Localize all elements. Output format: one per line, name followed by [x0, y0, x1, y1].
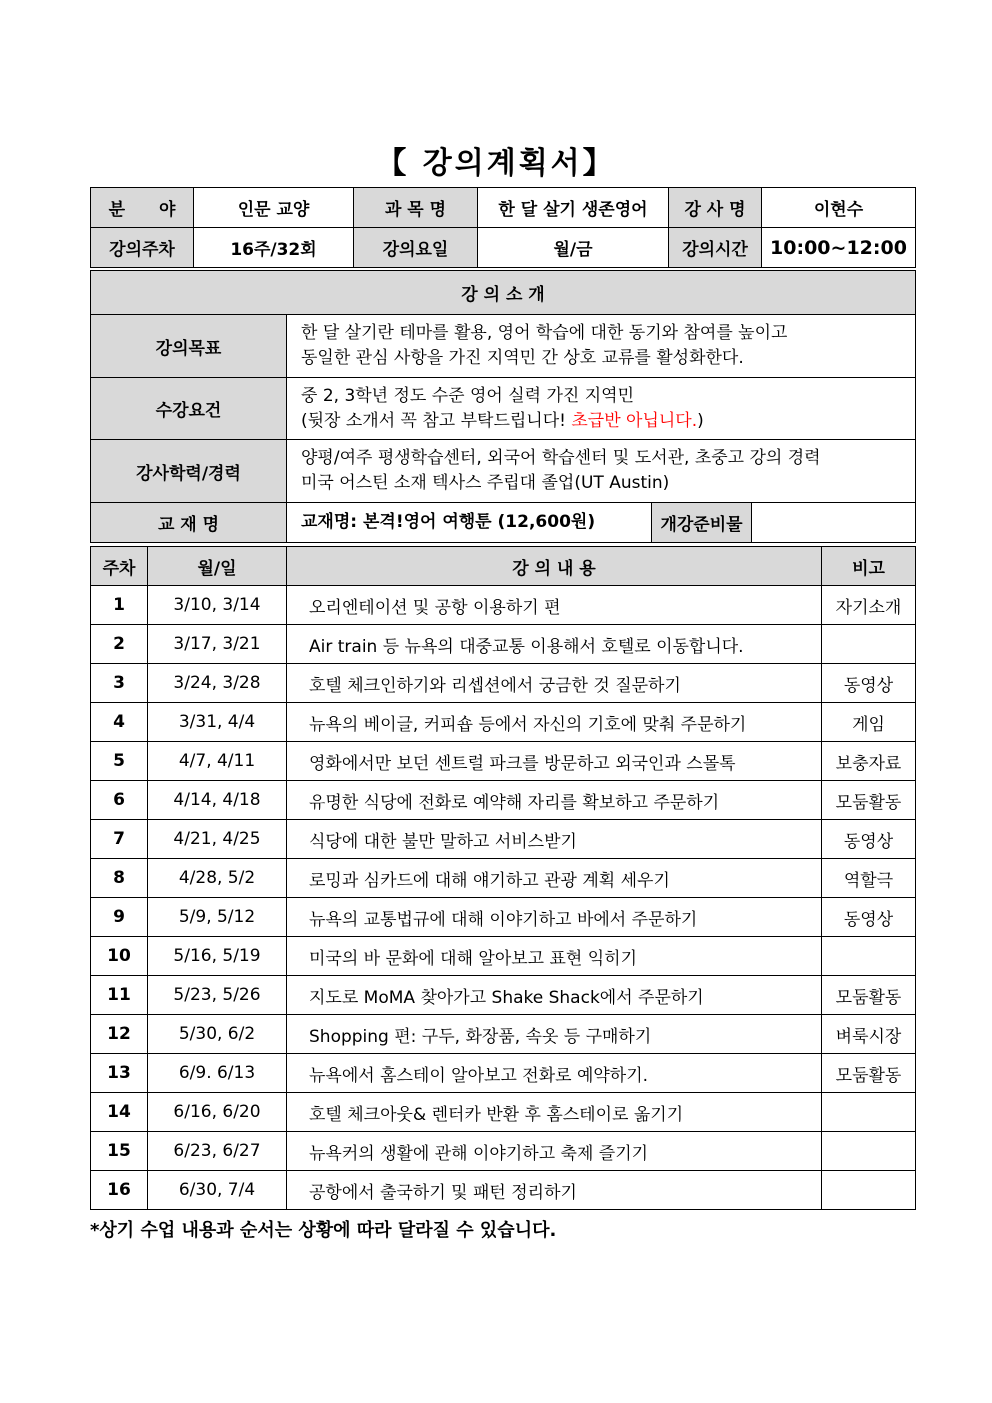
textbook-value: 교재명: 본격!영어 여행툰 (12,600원): [287, 503, 652, 543]
week-cell: 2: [91, 625, 148, 664]
date-header: 월/일: [148, 547, 287, 586]
course-intro-table: [90, 270, 916, 543]
date-cell: 3/31, 4/4: [148, 703, 287, 742]
week-cell: 1: [91, 586, 148, 625]
note-cell: 게임: [822, 703, 916, 742]
content-cell: 오리엔테이션 및 공항 이용하기 편: [287, 586, 822, 625]
content-cell: 로밍과 심카드에 대해 얘기하고 관광 계획 세우기: [287, 859, 822, 898]
requirement-line-1: 중 2, 3학년 정도 수준 영어 실력 가진 지역민: [301, 385, 635, 406]
content-cell: 공항에서 출국하기 및 패턴 정리하기: [287, 1171, 822, 1210]
requirement-label: 수강요건: [91, 378, 287, 440]
date-cell: 3/17, 3/21: [148, 625, 287, 664]
goal-line-2: 동일한 관심 사항을 가진 지역민 간 상호 교류를 활성화한다.: [301, 348, 744, 368]
week-cell: 3: [91, 664, 148, 703]
content-cell: Shopping 편: 구두, 화장품, 속옷 등 구매하기: [287, 1015, 822, 1054]
not-beginner-warning: 초급반 아닙니다.: [571, 410, 698, 431]
week-cell: 8: [91, 859, 148, 898]
textbook-label: 교 재 명: [91, 503, 287, 543]
weeks-value: 16주/32회: [194, 228, 354, 268]
week-header: 주차: [91, 547, 148, 586]
goal-label: 강의목표: [91, 315, 287, 378]
schedule-row: [91, 1132, 916, 1171]
content-cell: 뉴욕커의 생활에 관해 이야기하고 축제 즐기기: [287, 1132, 822, 1171]
week-cell: 14: [91, 1093, 148, 1132]
content-cell: Air train 등 뉴욕의 대중교통 이용해서 호텔로 이동합니다.: [287, 625, 822, 664]
date-cell: 3/10, 3/14: [148, 586, 287, 625]
note-cell: [822, 1132, 916, 1171]
course-info-table: [90, 187, 916, 268]
intro-heading: 강 의 소 개: [91, 271, 916, 315]
requirement-line-2: [301, 409, 915, 434]
note-cell: 자기소개: [822, 586, 916, 625]
schedule-row: [91, 1015, 916, 1054]
week-cell: 13: [91, 1054, 148, 1093]
preparation-label: 개강준비물: [652, 503, 752, 543]
schedule-table: [90, 546, 916, 1210]
content-header: 강 의 내 용: [287, 547, 822, 586]
schedule-row: [91, 703, 916, 742]
days-value: 월/금: [478, 228, 669, 268]
date-cell: 6/23, 6/27: [148, 1132, 287, 1171]
schedule-row: [91, 664, 916, 703]
date-cell: 5/16, 5/19: [148, 937, 287, 976]
date-cell: 4/7, 4/11: [148, 742, 287, 781]
week-cell: 9: [91, 898, 148, 937]
content-cell: 유명한 식당에 전화로 예약해 자리를 확보하고 주문하기: [287, 781, 822, 820]
content-cell: 영화에서만 보던 센트럴 파크를 방문하고 외국인과 스몰톡: [287, 742, 822, 781]
note-cell: [822, 625, 916, 664]
schedule-body: [91, 586, 916, 1210]
date-cell: 5/23, 5/26: [148, 976, 287, 1015]
schedule-row: [91, 859, 916, 898]
schedule-row: [91, 781, 916, 820]
page-title: 【 강의계획서】: [376, 146, 616, 181]
note-cell: 벼룩시장: [822, 1015, 916, 1054]
instructor-value: 이현수: [762, 188, 916, 228]
content-cell: 식당에 대한 불만 말하고 서비스받기: [287, 820, 822, 859]
instructor-background-line-2: 미국 어스틴 소재 텍사스 주립대 졸업(UT Austin): [301, 473, 670, 493]
schedule-row: [91, 1093, 916, 1132]
content-cell: 뉴욕의 교통법규에 대해 이야기하고 바에서 주문하기: [287, 898, 822, 937]
time-value: 10:00~12:00: [762, 228, 916, 268]
date-cell: 4/14, 4/18: [148, 781, 287, 820]
date-cell: 6/16, 6/20: [148, 1093, 287, 1132]
note-cell: 동영상: [822, 898, 916, 937]
schedule-row: [91, 1054, 916, 1093]
week-cell: 10: [91, 937, 148, 976]
days-label: 강의요일: [354, 228, 478, 268]
schedule-row: [91, 937, 916, 976]
schedule-row: [91, 976, 916, 1015]
date-cell: 6/30, 7/4: [148, 1171, 287, 1210]
week-cell: 15: [91, 1132, 148, 1171]
footnote: *상기 수업 내용과 순서는 상황에 따라 달라질 수 있습니다.: [90, 1220, 557, 1241]
time-label: 강의시간: [669, 228, 762, 268]
date-cell: 5/9, 5/12: [148, 898, 287, 937]
instructor-label: 강 사 명: [669, 188, 762, 228]
week-cell: 16: [91, 1171, 148, 1210]
note-cell: [822, 1171, 916, 1210]
note-cell: [822, 1093, 916, 1132]
instructor-background-text: [287, 440, 916, 503]
requirement-line-2-pre: (뒷장 소개서 꼭 참고 부탁드립니다!: [301, 410, 572, 431]
note-cell: 보충자료: [822, 742, 916, 781]
week-cell: 12: [91, 1015, 148, 1054]
schedule-row: [91, 625, 916, 664]
date-cell: 5/30, 6/2: [148, 1015, 287, 1054]
subject-value: 한 달 살기 생존영어: [478, 188, 669, 228]
content-cell: 뉴욕의 베이글, 커피숍 등에서 자신의 기호에 맞춰 주문하기: [287, 703, 822, 742]
schedule-row: [91, 820, 916, 859]
field-label: 분 야: [91, 188, 194, 228]
schedule-row: [91, 898, 916, 937]
content-cell: 호텔 체크인하기와 리셉션에서 궁금한 것 질문하기: [287, 664, 822, 703]
preparation-value: [752, 503, 916, 543]
instructor-background-line-1: 양평/여주 평생학습센터, 외국어 학습센터 및 도서관, 초중고 강의 경력: [301, 448, 821, 468]
content-cell: 호텔 체크아웃& 렌터카 반환 후 홈스테이로 옮기기: [287, 1093, 822, 1132]
note-header: 비고: [822, 547, 916, 586]
week-cell: 7: [91, 820, 148, 859]
date-cell: 3/24, 3/28: [148, 664, 287, 703]
schedule-row: [91, 742, 916, 781]
note-cell: 동영상: [822, 664, 916, 703]
schedule-row: [91, 1171, 916, 1210]
instructor-background-label: 강사학력/경력: [91, 440, 287, 503]
content-cell: 지도로 MoMA 찾아가고 Shake Shack에서 주문하기: [287, 976, 822, 1015]
week-cell: 5: [91, 742, 148, 781]
subject-label: 과 목 명: [354, 188, 478, 228]
week-cell: 4: [91, 703, 148, 742]
note-cell: [822, 937, 916, 976]
requirement-line-2-post: ): [697, 410, 704, 431]
week-cell: 11: [91, 976, 148, 1015]
note-cell: 모둠활동: [822, 781, 916, 820]
weeks-label: 강의주차: [91, 228, 194, 268]
goal-text: [287, 315, 916, 378]
date-cell: 6/9. 6/13: [148, 1054, 287, 1093]
note-cell: 모둠활동: [822, 976, 916, 1015]
note-cell: 동영상: [822, 820, 916, 859]
note-cell: 모둠활동: [822, 1054, 916, 1093]
goal-line-1: 한 달 살기란 테마를 활용, 영어 학습에 대한 동기와 참여를 높이고: [301, 323, 788, 343]
field-value: 인문 교양: [194, 188, 354, 228]
requirement-text: [287, 378, 916, 440]
week-cell: 6: [91, 781, 148, 820]
date-cell: 4/21, 4/25: [148, 820, 287, 859]
note-cell: 역할극: [822, 859, 916, 898]
schedule-row: [91, 586, 916, 625]
content-cell: 미국의 바 문화에 대해 알아보고 표현 익히기: [287, 937, 822, 976]
content-cell: 뉴욕에서 홈스테이 알아보고 전화로 예약하기.: [287, 1054, 822, 1093]
date-cell: 4/28, 5/2: [148, 859, 287, 898]
